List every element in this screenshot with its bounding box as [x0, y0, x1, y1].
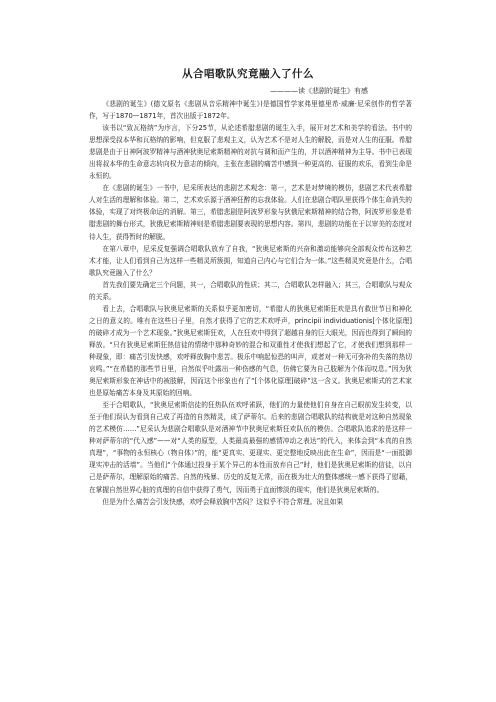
paragraph-art-views: 在《悲剧的诞生》一书中，尼采所表达的悲剧艺术观念：第一，艺术是对梦境的模仿，悲剧艺术代表希腊人对生活的理解和体验。第二，艺术欢乐源于酒神狂醉的忘我体验。人们在悲剧合唱队里获得个体生命消失的体验，实现了对终极命运的消解。第三，希腊悲剧是阿波罗形象与狄俄尼索斯精神的结合物，阿波罗形象是希腊悲剧的舞台形式，狄俄尼索斯精神则是希腊悲剧要表现的思想内容。第四，悲剧的功能在于以审美的态度对待人生，获得暂时的解脱。: [89, 184, 412, 241]
document-subtitle: ————读《悲剧的诞生》有感: [270, 87, 368, 95]
document-body: [89, 98, 412, 508]
document-title: 从合唱歌队究竟融入了什么: [182, 68, 314, 80]
paragraph-question: 但是为什么痛苦会引发快感，欢呼会释放胸中苦闷？这似乎不符合常理。况且如果: [102, 497, 344, 506]
paragraph-chapter-eight: 在第八章中，尼采反复强调合唱歌队放弃了自我，“狄奥尼索斯的兴奋和激动能够向全部观众传布这种艺术才能，让人们看到自己为这样一些精灵所簇拥，知道自己内心与它们合为一体。”这些精灵究竟是什么，合唱歌队究竟融入了什么？: [89, 244, 412, 277]
paragraph-book-overview: 该书以“致瓦格纳”为序言，下分25节，从论述希腊悲剧的诞生入手，展开对艺术和美学的看法。书中的思想深受叔本华和瓦格纳的影响，但克服了悲观主义，认为艺术不是对人生的解脱，而是对人生的征服。希腊悲剧是由于日神阿波罗精神与酒神狄奥尼索斯精神的对抗与调和而产生的，并以酒神精神为主导。书中已表现出将叔本华的生命意志转向权力意志的倾向，主张在悲剧的痛苦中感到一种更高的、征服的欢乐，看到生命是永恒的。: [89, 124, 412, 181]
paragraph-dionysus: 看上去，合唱歌队与狄奥尼索斯的关系似乎更加密切，“希腊人的狄奥尼索斯狂欢是具有救世节日和神化之日的意义的。唯有在这些日子里，自然才获得了它的艺术欢呼声，principii individuationis[个体化原理]的破碎才成为一个艺术现象。”狄奥尼索斯狂欢，人在狂欢中得到了超越自身的巨大眼光，因而也得到了瞬间的释放。“只有狄奥尼索斯狂热信徒的情绪中那种奇妙的混合和双重性才使我们想起了它，才使我们想到那样一种现象，即：痛苦引发快感，欢呼释放胸中悲苦。极乐中响起惊恐的叫声，或者对一种无可弥补的失落的热切哀鸣。”“在希腊的那些节日里，自然似乎吐露出一种伤感的气息，仿佛它要为自己肢解为个体而叹息。”因为狄奥尼索斯形象在神话中的被肢解，因而这个形象也有了“[个体化原理]破碎”这一含义。狄奥尼索斯式的艺术家也是原始痛苦本身及其原始的回响。: [89, 304, 412, 398]
paragraph-chorus: 至于合唱歌队，“狄奥尼索斯信徒的狂热队伍欢呼雀跃，他们的力量使他们自身在自己眼前发生转变，以至于他们误认为看到自己成了再造的自然精灵，成了萨蒂尔。后来的悲剧合唱歌队的结构就是对这种自然现象的艺术模仿……”尼采认为悲剧合唱歌队是对酒神节中狄奥尼索斯狂欢队伍的模仿。合唱歌队追求的是这样一种对萨蒂尔的“代入感”——对“人类的原型，人类最高最强的感情冲动之表达”的代入，来体会到“本真的自然真理”，“事物的永恒核心（物自体）”的，能“更真实、更现实、更完整地反映出此在生命”，因而是“一面抵御现实冲击的活墙”。当他们“个体通过投身于某个异己的本性而放弃自己”时，他们是狄奥尼索斯的信徒，以自己是萨蒂尔，理解原始的痛苦、自然的残暴、历史的反复无常，而在极为壮大的整体感统一感下获得了慰藉，在掌握自然世界心脏的真理的自信中获得了勇气，因而勇于直面惨淡的现实，他们是狄奥尼索斯的。: [89, 401, 412, 494]
paragraph-three-questions: 首先我们要先确定三个问题，其一，合唱歌队的性质；其二，合唱歌队怎样融入；其三，合唱歌队与观众的关系。: [89, 280, 412, 301]
paragraph-intro: 《悲剧的诞生》(德文原名《悲剧从音乐精神中诞生》)是德国哲学家弗里德里希·威廉·尼采创作的哲学著作，写于1870—1871年，首次出版于1872年。: [89, 100, 412, 121]
